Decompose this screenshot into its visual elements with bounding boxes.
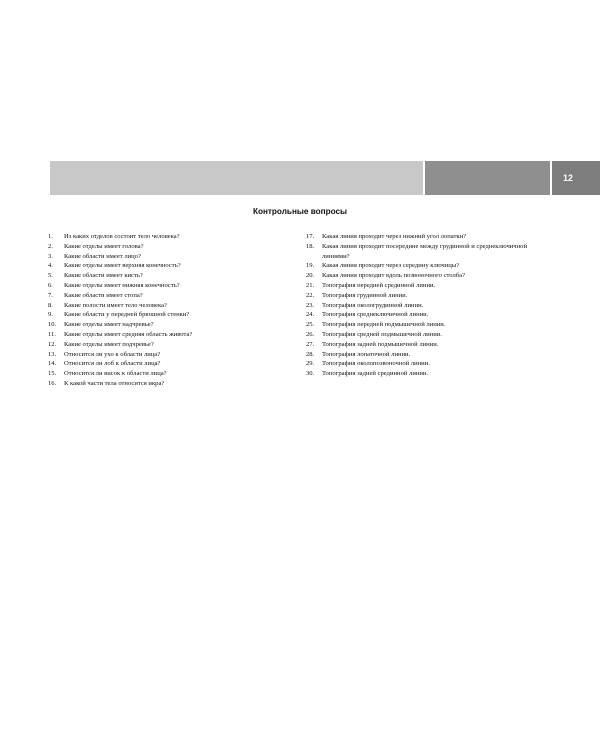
question-item [306,359,556,369]
question-item [48,291,288,301]
question-number: 24. [306,311,315,319]
question-number: 27. [306,340,315,348]
question-text: Какая линия проходит вдоль позвоночного столба? [322,272,465,280]
question-item [48,369,288,379]
questions-left-column [48,232,288,389]
page-title: Контрольные вопросы [252,207,348,216]
question-item [306,340,556,350]
header-bar-light [50,161,423,195]
question-item [306,271,556,281]
question-item [48,379,288,389]
question-item [48,320,288,330]
question-text: Топография околопозвоночной линии. [322,360,430,368]
question-number: 20. [306,272,315,280]
question-item [48,281,288,291]
question-number: 8. [48,301,53,309]
question-item [306,320,556,330]
question-text: Из каких отделов состоит тело человека? [64,233,180,240]
question-text: Топография окологрудинной линии. [322,301,424,309]
question-text: Какие области имеет стопа? [64,291,143,299]
question-text: Какие отделы имеет средняя область живота? [64,330,193,338]
question-text: Топография задней подмышечной линии. [322,340,439,348]
question-item [48,330,288,340]
question-text: Топография средней подмышечной линии. [322,330,442,338]
question-item [48,301,288,311]
question-item [306,350,556,360]
question-number: 3. [48,252,53,260]
question-number: 15. [48,370,57,378]
question-number: 13. [48,350,57,358]
question-item [48,232,288,242]
question-item [48,340,288,350]
question-item [306,232,556,242]
question-text: Относится ли лоб к области лица? [64,360,161,368]
question-text: Относится ли ухо к области лица? [64,350,161,358]
question-number: 25. [306,321,315,329]
question-number: 23. [306,301,315,309]
question-text: Какая линия проходит посередине между грудинной и среднеключичной линиями? [322,242,527,260]
question-number: 21. [306,281,315,289]
question-text: Какая линия проходит через середину ключицы? [322,262,460,270]
question-item [306,281,556,291]
question-number: 28. [306,350,315,358]
question-number: 14. [48,360,57,368]
question-item [48,252,288,262]
question-text: Какие отделы имеет голова? [64,242,144,250]
question-text: Топография среднеключичной линии. [322,311,429,319]
question-text: Относится ли висок к области лица? [64,370,167,378]
question-text: Топография передней срединной линии. [322,281,436,289]
question-number: 12. [48,340,57,348]
questions-right-column [306,232,556,379]
question-number: 4. [48,262,53,270]
question-number: 22. [306,291,315,299]
question-item [48,242,288,252]
question-number: 30. [306,370,315,378]
header-bar-dark [425,161,550,195]
question-item [306,242,556,262]
question-text: Топография передней подмышечной линии. [322,321,446,329]
question-text: Какая линия проходит через нижний угол лопатки? [322,233,467,240]
question-number: 7. [48,291,53,299]
question-number: 26. [306,330,315,338]
question-text: Какие отделы имеет нижняя конечность? [64,281,180,289]
question-text: К какой части тела относится икра? [64,379,165,387]
question-item [306,330,556,340]
question-number: 6. [48,281,53,289]
question-text: Какие области у передней брюшной стенки? [64,311,190,319]
question-number: 18. [306,242,315,250]
question-number: 9. [48,311,53,319]
question-text: Какие отделы имеет надчревье? [64,321,154,329]
page-number: 12 [552,161,600,195]
question-number: 2. [48,242,53,250]
question-text: Топография лопаточной линии. [322,350,411,358]
question-item [306,261,556,271]
question-number: 10. [48,321,57,329]
question-number: 19. [306,262,315,270]
question-text: Какие области имеет лицо? [64,252,141,260]
question-text: Какие отделы имеет подчревье? [64,340,154,348]
question-item [306,301,556,311]
question-number: 17. [306,233,315,240]
question-text: Какие полости имеет тело человека? [64,301,167,309]
question-text: Какие области имеет кисть? [64,272,143,280]
question-number: 11. [48,330,56,338]
question-item [48,310,288,320]
question-number: 5. [48,272,53,280]
question-item [48,271,288,281]
question-item [306,291,556,301]
question-number: 16. [48,379,57,387]
question-item [48,359,288,369]
question-text: Какие отделы имеет верхняя конечность? [64,262,181,270]
question-item [48,350,288,360]
question-number: 29. [306,360,315,368]
question-item [306,310,556,320]
question-number: 1. [48,233,53,240]
question-text: Топография задней срединной линии. [322,370,429,378]
question-text: Топография грудинной линии. [322,291,408,299]
question-item [48,261,288,271]
question-item [306,369,556,379]
